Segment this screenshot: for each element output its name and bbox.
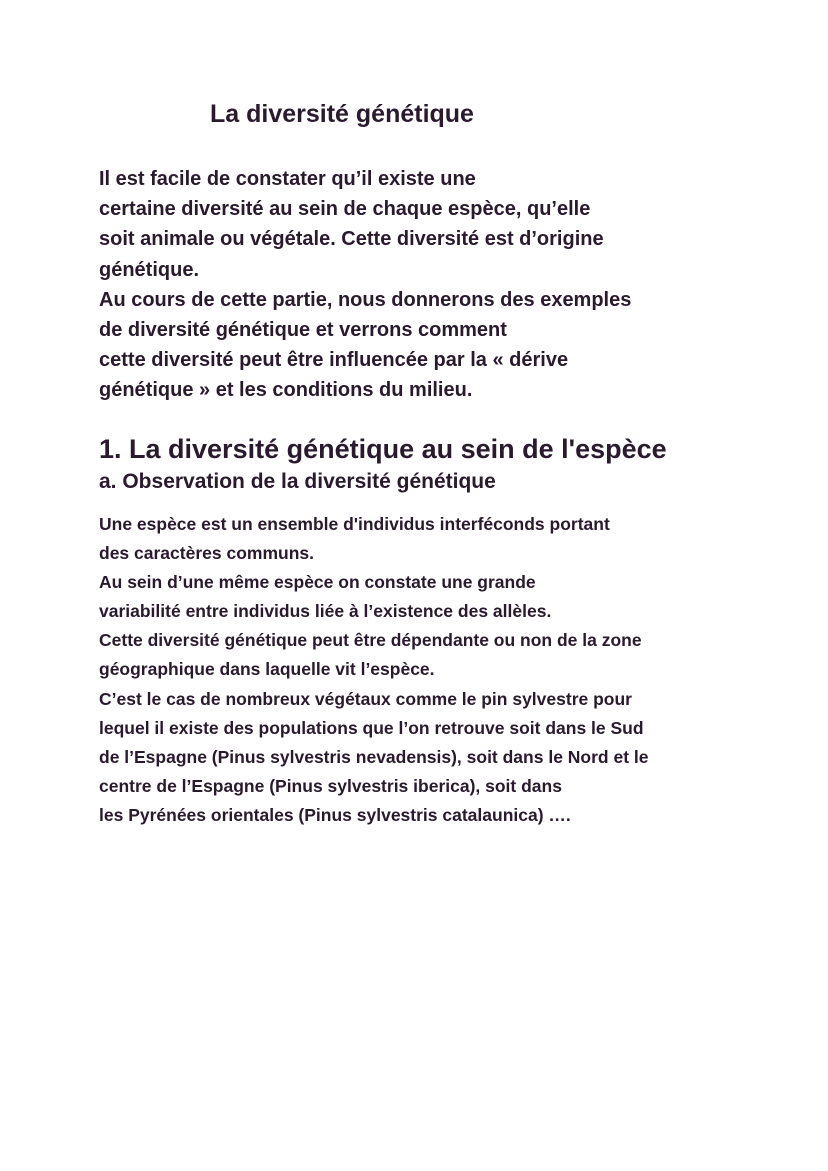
body-line: Cette diversité génétique peut être dépendante ou non de la zone: [99, 630, 642, 651]
body-line: variabilité entre individus liée à l’existence des allèles.: [99, 601, 552, 622]
body-line: Au sein d’une même espèce on constate une grande: [99, 572, 536, 593]
section-heading: 1. La diversité génétique au sein de l'espèce: [99, 434, 667, 464]
body-line: C’est le cas de nombreux végétaux comme le pin sylvestre pour: [99, 688, 632, 709]
intro-paragraph: [99, 164, 739, 406]
intro-line: de diversité génétique et verrons comment: [99, 319, 507, 342]
body-paragraph: [99, 510, 739, 830]
subsection-heading: a. Observation de la diversité génétique: [99, 470, 496, 493]
body-line: lequel il existe des populations que l’on retrouve soit dans le Sud: [99, 717, 644, 738]
intro-line: Il est facile de constater qu’il existe une: [99, 168, 476, 190]
intro-line: soit animale ou végétale. Cette diversité est d’origine: [99, 228, 604, 251]
document-title: La diversité génétique: [210, 100, 474, 128]
intro-line: cette diversité peut être influencée par la « dérive: [99, 349, 569, 372]
body-line: Une espèce est un ensemble d'individus interféconds portant: [99, 514, 610, 534]
intro-line: génétique.: [99, 258, 200, 281]
body-line: les Pyrénées orientales (Pinus sylvestris catalaunica) ….: [99, 804, 571, 825]
intro-line: génétique » et les conditions du milieu.: [99, 379, 473, 402]
body-line: centre de l’Espagne (Pinus sylvestris iberica), soit dans: [99, 775, 562, 796]
body-line: de l’Espagne (Pinus sylvestris nevadensis), soit dans le Nord et le: [99, 746, 649, 767]
intro-line: Au cours de cette partie, nous donnerons des exemples: [99, 288, 632, 311]
body-line: géographique dans laquelle vit l’espèce.: [99, 659, 435, 680]
body-line: des caractères communs.: [99, 543, 314, 564]
intro-line: certaine diversité au sein de chaque espèce, qu’elle: [99, 198, 591, 221]
